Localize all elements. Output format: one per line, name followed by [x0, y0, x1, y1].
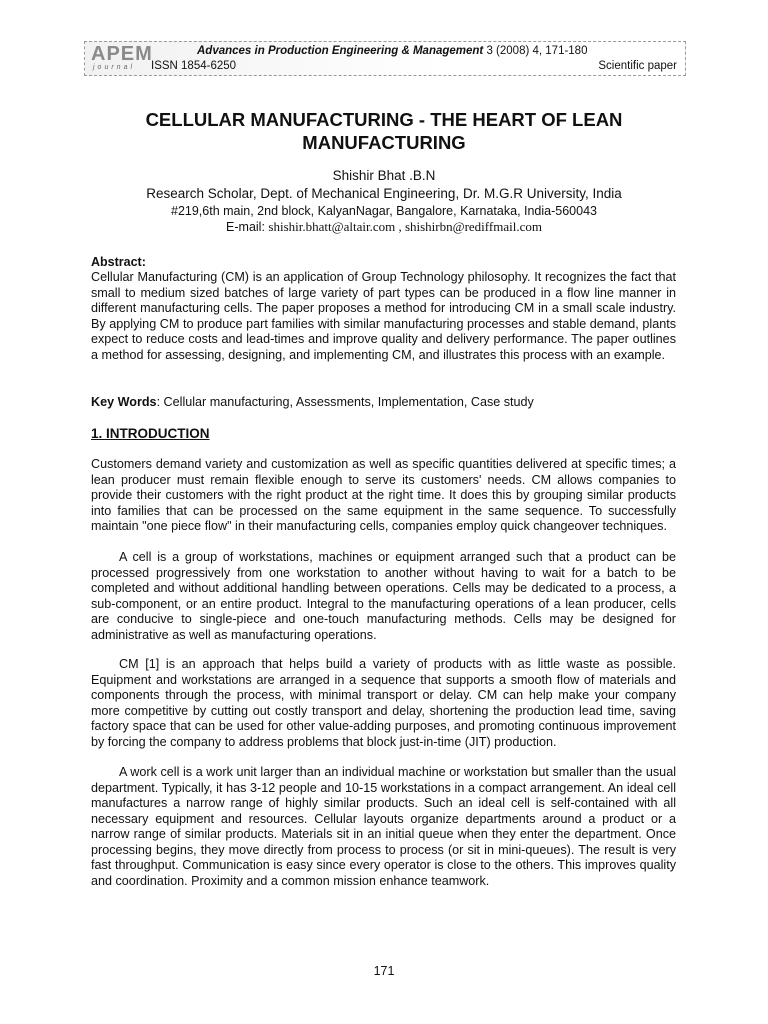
email-label: E-mail:: [226, 220, 269, 234]
author-email: [90, 219, 678, 235]
abstract-text: Cellular Manufacturing (CM) is an application of Group Technology philosophy. It recognizes the fact that small to medium sized batches of large variety of part types can be produced in a flow line manner in different manufacturing cells. The paper proposes a method for introducing CM in a small scale industry. By applying CM to produce part families with similar manufacturing processes and stable demand, plants expect to reduce costs and lead-times and improve quality and delivery performance. The paper outlines a method for assessing, designing, and implementing CM, and illustrates this process with an example.: [91, 270, 676, 362]
author-address: #219,6th main, 2nd block, KalyanNagar, Bangalore, Karnataka, India-560043: [171, 204, 597, 218]
volume-info: 3 (2008) 4, 171-180: [483, 45, 588, 57]
keywords-text: : Cellular manufacturing, Assessments, Implementation, Case study: [156, 395, 534, 409]
logo-subtext: journal: [93, 64, 136, 71]
section-heading: 1. INTRODUCTION: [91, 426, 210, 441]
journal-header: [84, 41, 686, 76]
body-paragraph: A cell is a group of workstations, machines or equipment arranged such that a product can be processed progressively from one workstation to another without having to wait for a batch to be completed and without additional handling between operations. Cells may be dedicated to a process, a sub-component, or an entire product. Integral to the manufacturing operations of a lean producer, cells are conducive to single-piece and one-touch manufacturing methods. Cells may be designed for administrative as well as manufacturing operations.: [91, 550, 676, 642]
author-name: Shishir Bhat .B.N: [332, 168, 436, 183]
journal-name: Advances in Production Engineering & Management: [197, 45, 484, 57]
body-paragraph: A work cell is a work unit larger than an individual machine or workstation but smaller than the usual department. Typically, it has 3-12 people and 10-15 workstations in a compact arrangement. An ideal cell manufactures a narrow range of highly similar products. Such an ideal cell is self-contained with all necessary equipment and resources. Cellular layouts organize departments around a product or a narrow range of similar products. Materials sit in an initial queue when they enter the department. Once processing begins, they move directly from process to process (or sit in mini-queues). The result is very fast throughput. Communication is easy since every operator is close to the others. This improves quality and coordination. Proximity and a common mission enhance teamwork.: [91, 765, 676, 888]
email-addresses: shishir.bhatt@altair.com , shishirbn@rediffmail.com: [268, 219, 542, 234]
keywords: [91, 395, 676, 411]
paper-type: Scientific paper: [598, 60, 677, 72]
apem-logo: [91, 43, 153, 73]
keywords-label: Key Words: [91, 395, 157, 409]
author-affiliation: Research Scholar, Dept. of Mechanical Engineering, Dr. M.G.R University, India: [146, 186, 622, 201]
abstract-heading: Abstract:: [91, 255, 146, 269]
page-number: 171: [373, 964, 395, 978]
body-paragraph: Customers demand variety and customization as well as specific quantities delivered at specific times; a lean producer must remain flexible enough to serve its customers' needs. CM allows companies to provide their customers with the right product at the right time. It does this by grouping similar products into families that can be processed on the same equipment in the same sequence. To successfully maintain "one piece flow" in their manufacturing cells, companies employ quick changeover techniques.: [91, 457, 676, 533]
body-paragraph: CM [1] is an approach that helps build a variety of products with as little waste as possible. Equipment and workstations are arranged in a sequence that supports a smooth flow of materials and components through the process, with minimal transport or delay. CM can help make your company more competitive by cutting out costly transport and delay, shortening the production lead time, saving factory space that can be used for other value-adding purposes, and promoting continuous improvement by forcing the company to address problems that block just-in-time (JIT) production.: [91, 657, 676, 749]
logo-text: APEM: [91, 43, 153, 65]
issn: ISSN 1854-6250: [151, 60, 237, 72]
journal-title: [197, 45, 587, 57]
paper-title: CELLULAR MANUFACTURING - THE HEART OF LEAN MANUFACTURING: [145, 109, 623, 153]
